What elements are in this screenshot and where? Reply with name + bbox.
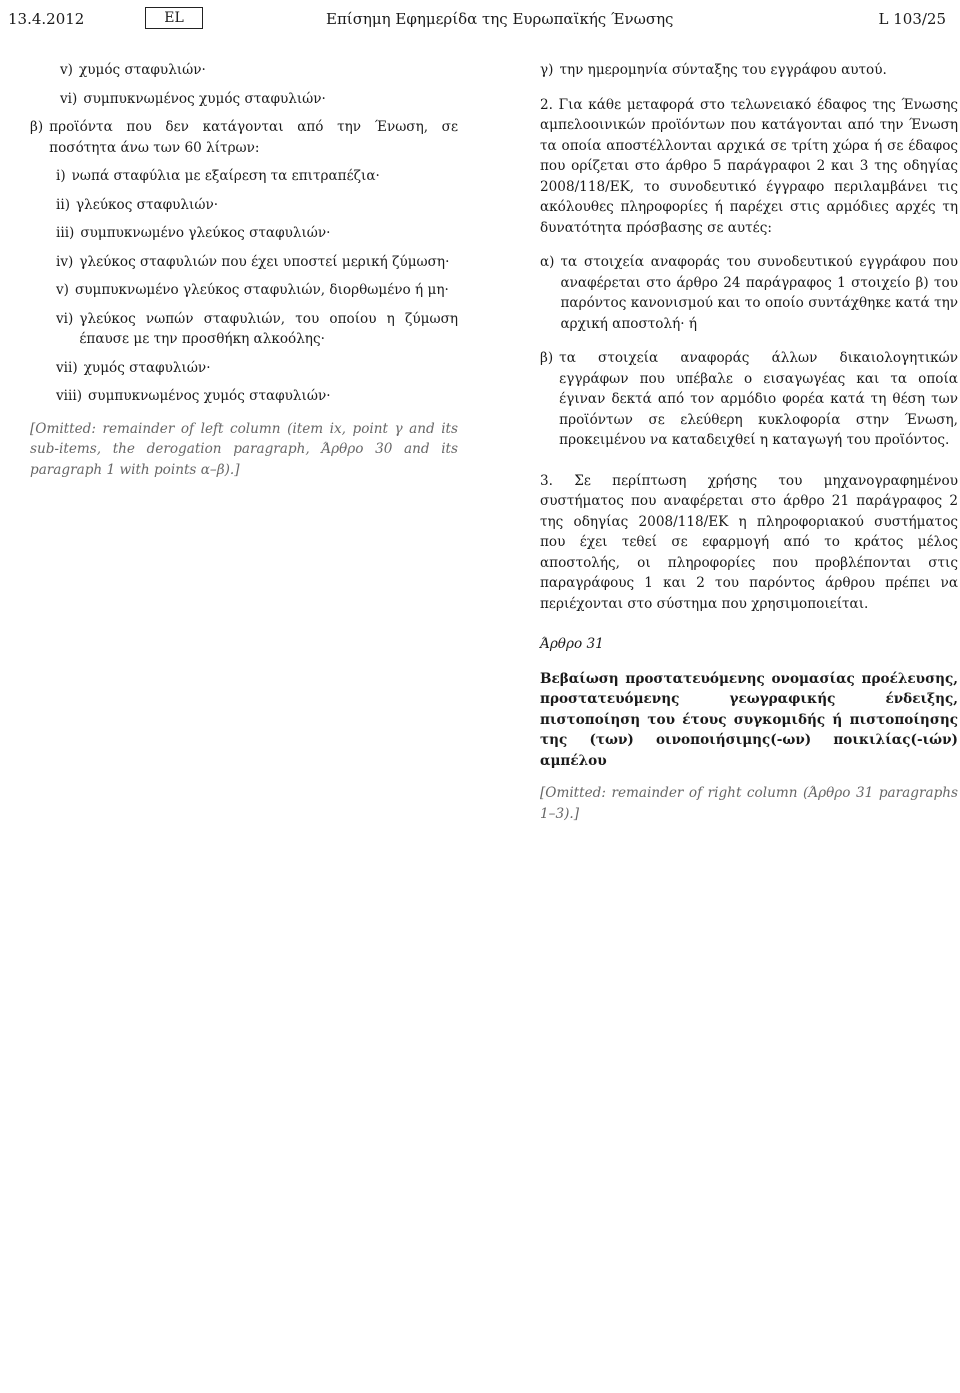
list-item <box>56 166 458 187</box>
list-item <box>60 89 458 110</box>
list-label: β) <box>540 350 554 366</box>
list-label: vii) <box>56 359 78 376</box>
paragraph-2: 2. Για κάθε μεταφορά στο τελωνειακό έδαφος της Ένωσης αμπελοοινικών προϊόντων που κατάγονται από την Ένωση τα οποία αποστέλλονται αρχικά σε τρίτη χώρα ή σε έδαφος που ορίζεται στο άρθρο 5 παράγραφοι 2 και 3 της οδηγίας 2008/118/ΕΚ, το συνοδευτικό έγγραφο περιλαμβάνει τις ακόλουθες πληροφορίες ή παρέχει στις αρμόδιες αρχές τη δυνατότητα πρόσβασης σε αυτές: <box>540 96 958 236</box>
list-label: v) <box>60 62 73 78</box>
list-text: συμπυκνωμένος χυμός σταφυλιών· <box>83 90 326 107</box>
header-date: 13.4.2012 <box>8 10 85 28</box>
list-text: συμπυκνωμένο γλεύκος σταφυλιών, διορθωμένο ή μη· <box>74 282 449 298</box>
list-item <box>540 348 958 451</box>
list-item <box>56 195 458 216</box>
omitted-note: [Omitted: remainder of left column (item ix, point γ and its sub-items, the derogation paragraph, Άρθρο 30 and its paragraph 1 with points α–β).] <box>30 420 458 478</box>
list-label: ii) <box>56 196 70 213</box>
list-item <box>56 223 458 244</box>
list-text: προϊόντα που δεν κατάγονται από την Ένωση, σε ποσότητα άνω των 60 λίτρων: <box>49 119 458 156</box>
omitted-note: [Omitted: remainder of right column (Άρθρο 31 paragraphs 1–3).] <box>540 785 958 822</box>
list-label: β) <box>30 119 44 135</box>
list-text: τα στοιχεία αναφοράς του συνοδευτικού εγγράφου που αναφέρεται στο άρθρο 24 παράγραφος 1 στοιχείο β) του παρόντος κανονισμού και το οποίο συντάχθηκε κατά την αρχική αποστολή· ή <box>560 254 958 332</box>
list-label: vi) <box>60 90 78 107</box>
list-text: γλεύκος σταφυλιών που έχει υποστεί μερική ζύμωση· <box>79 253 450 270</box>
list-text: νωπά σταφύλια με εξαίρεση τα επιτραπέζια· <box>71 168 380 184</box>
list-item <box>60 60 458 81</box>
list-text: χυμός σταφυλιών· <box>83 359 211 376</box>
list-item <box>540 252 958 334</box>
list-item <box>56 386 458 407</box>
article-title: Βεβαίωση προστατευόμενης ονομασίας προέλευσης, προστατευόμενης γεωγραφικής ένδειξης, πιστοποίηση του έτους συγκομιδής ή πιστοποίησης της (των) οινοποιήσιμης(-ων) ποικιλίας(-ιών) αμπέλου <box>540 670 958 769</box>
list-item <box>56 252 458 273</box>
journal-title: Επίσημη Εφημερίδα της Ευρωπαϊκής Ένωσης <box>326 10 674 28</box>
paragraph-3: 3. Σε περίπτωση χρήσης του μηχανογραφημένου συστήματος που αναφέρεται στο άρθρο 21 παράγραφος 2 της οδηγίας 2008/118/ΕΚ η πληροφοριακού συστήματος που έχει τεθεί σε εφαρμογή από το κράτος μέλος αποστολής, οι πληροφορίες που προβλέπονται στις παραγράφους 1 και 2 του παρόντος άρθρου πρέπει να περιέχονται στο σύστημα που χρησιμοποιείται. <box>540 472 958 612</box>
list-text: χυμός σταφυλιών· <box>78 62 206 78</box>
list-label: γ) <box>540 62 554 78</box>
language-badge: EL <box>145 7 203 29</box>
list-text: την ημερομηνία σύνταξης του εγγράφου αυτού. <box>559 62 887 78</box>
left-column <box>30 60 458 480</box>
issue-number: L 103/25 <box>878 10 946 28</box>
list-text: συμπυκνωμένο γλεύκος σταφυλιών· <box>80 225 331 241</box>
article-heading: Άρθρο 31 <box>540 636 604 652</box>
right-column <box>540 60 958 824</box>
list-item <box>56 309 458 350</box>
list-label: vi) <box>56 310 74 327</box>
page-header <box>8 6 952 32</box>
list-label: iii) <box>56 225 75 241</box>
list-label: iv) <box>56 253 74 270</box>
list-item <box>540 60 958 81</box>
list-label: i) <box>56 168 66 184</box>
list-label: v) <box>56 282 69 298</box>
list-item <box>56 358 458 379</box>
list-item <box>56 280 458 301</box>
list-label: α) <box>540 254 555 270</box>
list-label: viii) <box>56 388 83 404</box>
list-text: τα στοιχεία αναφοράς άλλων δικαιολογητικών εγγράφων που υπέβαλε ο εισαγωγέας και τα οποία έγιναν δεκτά από τον αρμόδιο φορέα κατά τη θέση των προϊόντων σε ελεύθερη κυκλοφορία στην Ένωση, προκειμένου να καταδειχθεί η καταγωγή του προϊόντος. <box>559 350 958 448</box>
list-text: συμπυκνωμένος χυμός σταφυλιών· <box>88 388 331 404</box>
list-text: γλεύκος σταφυλιών· <box>76 196 219 213</box>
list-item <box>30 117 458 158</box>
list-text: γλεύκος νωπών σταφυλιών, του οποίου η ζύμωση έπαυσε με την προσθήκη αλκοόλης· <box>79 310 458 347</box>
